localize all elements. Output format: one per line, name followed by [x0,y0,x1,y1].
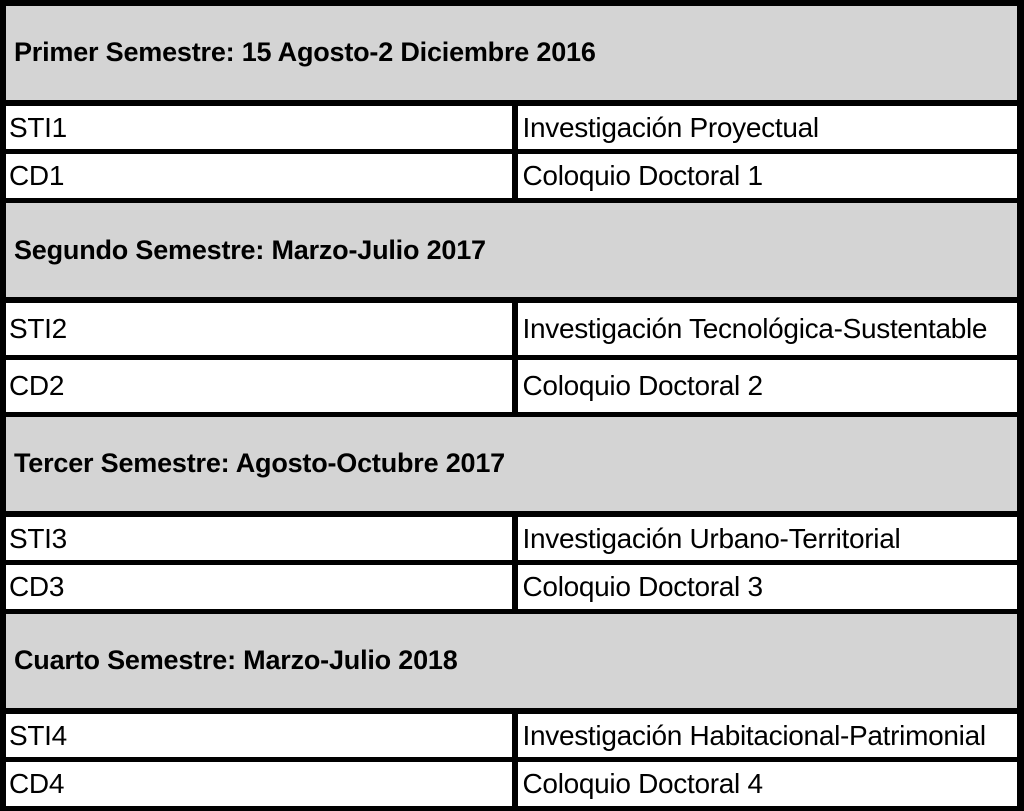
course-code: STI4 [6,708,512,758]
course-row [6,149,1017,198]
course-row [6,757,1017,806]
section-title: Primer Semestre: 15 Agosto-2 Diciembre 2016 [6,6,1017,100]
section-header-row [6,6,1017,100]
section-header-row [6,412,1017,511]
course-row [6,100,1017,150]
course-name: Investigación Habitacional-Patrimonial [512,708,1018,758]
course-row [6,560,1017,609]
course-code: STI3 [6,511,512,561]
course-code: CD1 [6,149,512,198]
section-header-row [6,609,1017,708]
course-name: Coloquio Doctoral 4 [512,757,1018,806]
course-name: Investigación Proyectual [512,100,1018,150]
semester-schedule-table [6,6,1017,806]
course-row [6,708,1017,758]
course-name: Coloquio Doctoral 2 [512,355,1018,412]
course-name: Coloquio Doctoral 3 [512,560,1018,609]
course-row [6,511,1017,561]
section-title: Cuarto Semestre: Marzo-Julio 2018 [6,609,1017,708]
course-code: STI2 [6,297,512,355]
course-code: CD4 [6,757,512,806]
course-code: CD2 [6,355,512,412]
course-name: Investigación Urbano-Territorial [512,511,1018,561]
course-code: STI1 [6,100,512,150]
section-title: Tercer Semestre: Agosto-Octubre 2017 [6,412,1017,511]
section-title: Segundo Semestre: Marzo-Julio 2017 [6,198,1017,297]
course-code: CD3 [6,560,512,609]
course-name: Coloquio Doctoral 1 [512,149,1018,198]
course-name: Investigación Tecnológica-Sustentable [512,297,1018,355]
section-header-row [6,198,1017,297]
course-row [6,355,1017,412]
course-row [6,297,1017,355]
